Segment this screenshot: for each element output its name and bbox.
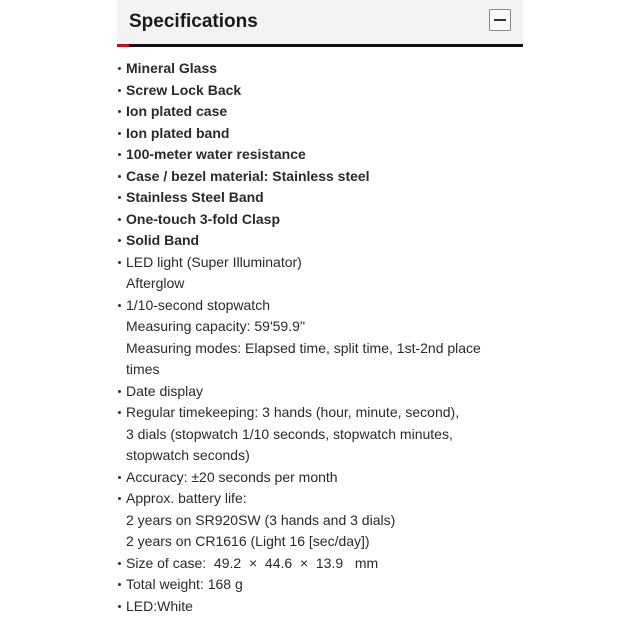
- bullet-icon: [118, 304, 121, 307]
- bullet-icon: [118, 390, 121, 393]
- list-item: [117, 209, 523, 231]
- feature-text: Case / bezel material: Stainless steel: [126, 167, 370, 184]
- bullet-icon: [118, 196, 121, 199]
- list-item: [117, 252, 523, 295]
- bullet-icon: [118, 562, 121, 565]
- bullet-icon: [118, 67, 121, 70]
- feature-text: Mineral Glass: [126, 60, 218, 76]
- spec-line: 3 dials (stopwatch 1/10 seconds, stopwatch minutes,: [126, 425, 453, 442]
- spec-line: times: [126, 361, 160, 377]
- bullet-icon: [118, 153, 121, 156]
- list-item: [117, 574, 523, 596]
- feature-text: Ion plated band: [126, 124, 230, 141]
- bullet-icon: [118, 89, 121, 92]
- list-item: [117, 553, 523, 575]
- feature-text: Screw Lock Back: [126, 81, 242, 98]
- specifications-header[interactable]: [117, 0, 523, 47]
- minus-icon: [494, 19, 506, 21]
- bullet-icon: [118, 239, 121, 242]
- spec-line: LED:White: [126, 597, 193, 614]
- bullet-icon: [118, 175, 121, 178]
- list-item: [117, 80, 523, 102]
- specifications-panel: [117, 0, 523, 640]
- feature-text: Ion plated case: [126, 103, 228, 119]
- spec-line: 2 years on SR920SW (3 hands and 3 dials): [126, 511, 396, 528]
- section-title: Specifications: [129, 11, 258, 32]
- bullet-icon: [118, 261, 121, 264]
- spec-line: Measuring modes: Elapsed time, split time, 1st-2nd place: [126, 339, 481, 356]
- list-item: [117, 58, 523, 80]
- feature-text: Solid Band: [126, 232, 200, 248]
- list-item: [117, 467, 523, 489]
- spec-line: Date display: [126, 382, 204, 399]
- list-item: [117, 295, 523, 381]
- collapse-button[interactable]: [489, 9, 511, 31]
- feature-text: 100-meter water resistance: [126, 146, 306, 162]
- list-item: [117, 381, 523, 403]
- feature-text: Stainless Steel Band: [126, 189, 264, 205]
- spec-line: Regular timekeeping: 3 hands (hour, minute, second),: [126, 404, 460, 420]
- spec-line: Afterglow: [126, 275, 185, 291]
- spec-line: Total weight: 168 g: [126, 576, 243, 592]
- list-item: [117, 402, 523, 467]
- feature-text: One-touch 3-fold Clasp: [126, 210, 280, 227]
- list-item: [117, 123, 523, 145]
- bullet-icon: [118, 132, 121, 135]
- list-item: [117, 187, 523, 209]
- spec-line: 1/10-second stopwatch: [126, 296, 270, 313]
- spec-line: Approx. battery life:: [126, 490, 247, 506]
- spec-line: 2 years on CR1616 (Light 16 [sec/day]): [126, 533, 370, 549]
- bullet-icon: [118, 110, 121, 113]
- bullet-icon: [118, 476, 121, 479]
- list-item: [117, 144, 523, 166]
- bullet-icon: [118, 497, 121, 500]
- list-item: [117, 101, 523, 123]
- spec-list: [117, 58, 523, 617]
- spec-line: Size of case: 49.2 × 44.6 × 13.9 mm: [126, 554, 379, 571]
- header-accent: [117, 44, 129, 47]
- bullet-icon: [118, 605, 121, 608]
- spec-line: LED light (Super Illuminator): [126, 253, 302, 270]
- spec-line: Measuring capacity: 59'59.9'': [126, 318, 306, 334]
- list-item: [117, 596, 523, 618]
- list-item: [117, 230, 523, 252]
- list-item: [117, 166, 523, 188]
- bullet-icon: [118, 218, 121, 221]
- spec-line: Accuracy: ±20 seconds per month: [126, 468, 338, 485]
- bullet-icon: [118, 583, 121, 586]
- spec-line: stopwatch seconds): [126, 447, 250, 463]
- bullet-icon: [118, 411, 121, 414]
- list-item: [117, 488, 523, 553]
